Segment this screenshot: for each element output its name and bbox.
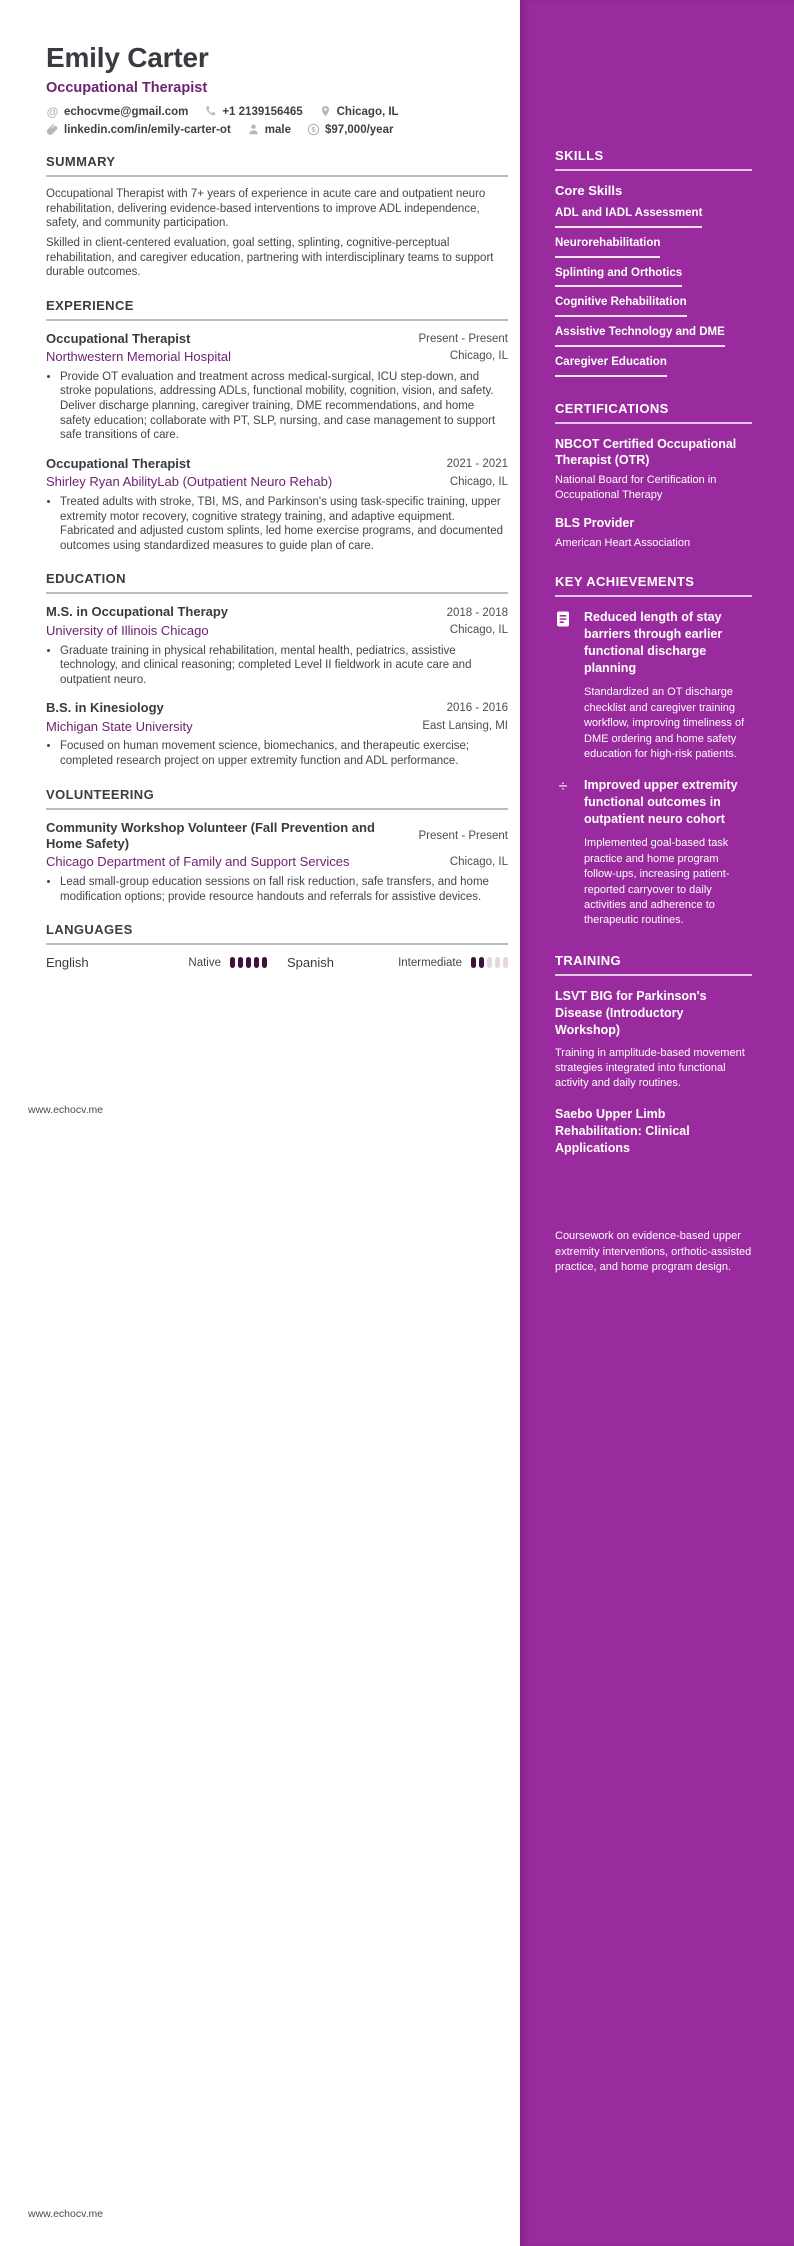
summary-paragraph: Skilled in client-centered evaluation, goal setting, splinting, cognitive-perceptual rehabilitation, and caregiver education, partnering with interdisciplinary teams to support durable outcomes. xyxy=(46,236,494,279)
section-divider xyxy=(46,319,508,321)
school-name: University of Illinois Chicago xyxy=(46,622,209,638)
experience-entry xyxy=(46,331,508,443)
certification-item xyxy=(555,436,752,502)
skills-heading: SKILLS xyxy=(555,148,604,163)
gender-item xyxy=(247,123,291,136)
dollar-icon xyxy=(307,123,320,136)
section-experience xyxy=(46,298,508,554)
language-item xyxy=(287,955,508,970)
sidebar-divider xyxy=(555,422,752,424)
skill-item: ADL and IADL Assessment xyxy=(555,207,702,228)
entry-company-row xyxy=(46,717,508,736)
footer-site-url[interactable]: www.echocv.me xyxy=(28,1104,104,1116)
entry-title-row xyxy=(46,456,508,472)
degree-title: B.S. in Kinesiology xyxy=(46,700,164,716)
entry-dates: 2016 - 2016 xyxy=(446,702,508,715)
entry-title: Community Workshop Volunteer (Fall Prevention and Home Safety) xyxy=(46,819,375,851)
entry-dates: 2018 - 2018 xyxy=(446,606,508,619)
entry-dates: Present - Present xyxy=(418,332,508,345)
entry-dates: Present - Present xyxy=(418,829,508,842)
language-level: Intermediate xyxy=(398,956,462,969)
sidebar-divider xyxy=(555,595,752,597)
svg-text:$: $ xyxy=(311,127,316,135)
language-proficiency xyxy=(188,957,267,969)
training-item xyxy=(555,1106,752,1276)
training-description: Training in amplitude-based movement strategies integrated into functional activity and daily routines. xyxy=(555,1046,745,1090)
phone-icon xyxy=(204,105,217,118)
salary-item xyxy=(307,123,393,136)
sidebar-section-achievements xyxy=(555,574,752,928)
entry-title-row xyxy=(46,604,508,620)
entry-location: Chicago, IL xyxy=(449,855,508,868)
entry-company: Shirley Ryan AbilityLab (Outpatient Neuro Rehab) xyxy=(46,474,333,490)
skill-item: Cognitive Rehabilitation xyxy=(555,296,687,317)
candidate-title: Occupational Therapist xyxy=(46,80,208,97)
experience-heading: EXPERIENCE xyxy=(46,297,134,313)
entry-bullet-list xyxy=(46,370,508,443)
language-level: Native xyxy=(188,956,221,969)
section-divider xyxy=(46,808,508,810)
certification-title: BLS Provider xyxy=(555,516,635,531)
experience-entry xyxy=(46,456,508,554)
training-title: LSVT BIG for Parkinson's Disease (Introductory Workshop) xyxy=(555,988,707,1038)
certification-item xyxy=(555,515,752,550)
language-row xyxy=(46,955,508,970)
proficiency-dots xyxy=(230,957,267,968)
sidebar-section-skills xyxy=(555,148,752,377)
proficiency-dots xyxy=(471,957,508,968)
skill-item: Assistive Technology and DME xyxy=(555,326,725,347)
achievement-title: Reduced length of stay barriers through earlier functional discharge planning xyxy=(584,610,723,676)
entry-location: Chicago, IL xyxy=(449,624,508,637)
achievement-title: Improved upper extremity functional outcomes in outpatient neuro cohort xyxy=(584,778,738,827)
achievement-body xyxy=(584,609,752,762)
entry-title: Occupational Therapist xyxy=(46,455,191,471)
sidebar xyxy=(520,0,794,2246)
training-heading: TRAINING xyxy=(555,952,622,968)
achievement-item xyxy=(555,609,752,762)
location-item xyxy=(319,105,399,118)
school-name: Michigan State University xyxy=(46,718,193,734)
languages-heading: LANGUAGES xyxy=(46,922,133,938)
sidebar-section-training xyxy=(555,953,752,1276)
entry-company-row xyxy=(46,347,508,366)
linkedin-text: linkedin.com/in/emily-carter-ot xyxy=(64,123,231,136)
entry-dates: 2021 - 2021 xyxy=(446,457,508,470)
person-icon xyxy=(247,123,260,136)
section-volunteering xyxy=(46,787,508,905)
sidebar-divider xyxy=(555,169,752,171)
entry-title-row xyxy=(46,700,508,716)
entry-bullet-list xyxy=(46,644,508,688)
section-divider xyxy=(46,175,508,177)
entry-bullet: • Treated adults with stroke, TBI, MS, and Parkinson's using task-specific training, upper extremity motor recovery, cognitive strategy training, and adaptive equipment. Fabricated and adjusted custom splints, led home exercise programs, and documented outcomes using standardized measures to guide plan of care. xyxy=(60,495,508,553)
link-icon xyxy=(46,123,59,136)
entry-bullet: • Focused on human movement science, biomechanics, and therapeutic exercise; completed research project on upper extremity function and ADL performance. xyxy=(60,739,508,768)
entry-title: Occupational Therapist xyxy=(46,330,191,346)
divide-icon: ÷ xyxy=(558,778,568,796)
entry-company-row xyxy=(46,472,508,491)
skill-item: Splinting and Orthotics xyxy=(555,267,682,288)
achievement-body xyxy=(584,777,752,928)
salary-text: $97,000/year xyxy=(325,123,394,136)
certification-title: NBCOT Certified Occupational Therapist (OTR) xyxy=(555,436,737,468)
achievements-heading: KEY ACHIEVEMENTS xyxy=(555,574,695,590)
achievement-description: Standardized an OT discharge checklist and caregiver training workflow, improving timeliness of DME ordering and home safety education for high-risk patients. xyxy=(584,686,745,761)
entry-company-row xyxy=(46,621,508,640)
email-link[interactable] xyxy=(46,105,188,118)
training-description: Coursework on evidence-based upper extremity interventions, orthotic-assisted practice, and home program design. xyxy=(555,1230,752,1274)
summary-paragraph: Occupational Therapist with 7+ years of experience in acute care and outpatient neuro rehabilitation, delivering evidence-based interventions to improve ADL independence, safety, and community participation. xyxy=(46,188,486,230)
entry-bullet: • Provide OT evaluation and treatment across medical-surgical, ICU step-down, and stroke populations, addressing ADLs, functional mobility, cognition, vision, and safety. Deliver discharge planning, caregiver training, DME recommendations, and home safety education; collaborate with PT, SLP, nursing, and case management to support safe transitions of care. xyxy=(60,370,508,443)
document-icon xyxy=(555,609,571,762)
section-languages xyxy=(46,922,508,970)
sidebar-section-certifications xyxy=(555,401,752,551)
training-title: Saebo Upper Limb Rehabilitation: Clinical Applications xyxy=(555,1106,690,1156)
entry-bullet-list xyxy=(46,875,508,904)
entry-bullet: • Lead small-group education sessions on fall risk reduction, safe transfers, and home modification options; provide resource handouts and referrals for assistive devices. xyxy=(60,875,508,904)
language-name: Spanish xyxy=(287,955,334,971)
language-proficiency xyxy=(398,957,508,969)
achievement-item xyxy=(555,777,752,928)
sidebar-divider xyxy=(555,974,752,976)
entry-title-row xyxy=(46,331,508,347)
footer-site-url[interactable]: www.echocv.me xyxy=(28,2208,104,2220)
location-text: Chicago, IL xyxy=(336,105,399,118)
language-name: English xyxy=(46,955,89,971)
main-column xyxy=(0,0,520,970)
at-icon: @ xyxy=(46,104,59,119)
language-item xyxy=(46,955,267,970)
achievement-description: Implemented goal-based task practice and home program follow-ups, increasing patient-reported carryover to daily activities and adherence to therapeutic routines. xyxy=(584,837,730,927)
summary-heading: SUMMARY xyxy=(46,154,116,170)
skill-item: Caregiver Education xyxy=(555,356,667,377)
volunteering-heading: VOLUNTEERING xyxy=(46,786,155,802)
degree-title: M.S. in Occupational Therapy xyxy=(46,604,229,620)
location-icon xyxy=(319,105,332,118)
training-item xyxy=(555,988,752,1092)
entry-location: East Lansing, MI xyxy=(422,719,508,732)
section-summary xyxy=(46,154,508,280)
section-divider xyxy=(46,592,508,594)
section-divider xyxy=(46,943,508,945)
skill-item: Neurorehabilitation xyxy=(555,237,660,258)
certification-org: National Board for Certification in Occupational Therapy xyxy=(555,473,717,501)
entry-bullet-list xyxy=(46,495,508,553)
entry-location: Chicago, IL xyxy=(449,350,508,363)
entry-bullet-list xyxy=(46,739,508,768)
entry-location: Chicago, IL xyxy=(449,475,508,488)
email-text: echocvme@gmail.com xyxy=(64,105,189,118)
entry-company-row xyxy=(46,852,508,871)
volunteering-entry xyxy=(46,820,508,905)
entry-company: Northwestern Memorial Hospital xyxy=(46,349,231,364)
skill-group-label: Core Skills xyxy=(555,183,623,198)
certifications-heading: CERTIFICATIONS xyxy=(555,400,669,416)
phone-text: +1 2139156465 xyxy=(222,105,303,118)
gender-text: male xyxy=(264,123,292,136)
linkedin-link[interactable] xyxy=(46,123,231,136)
candidate-name: Emily Carter xyxy=(46,42,209,73)
contact-row xyxy=(46,105,508,136)
certification-org: American Heart Association xyxy=(555,536,691,549)
phone-link[interactable] xyxy=(204,105,302,118)
education-entry xyxy=(46,604,508,687)
education-heading: EDUCATION xyxy=(46,571,126,587)
section-education xyxy=(46,571,508,768)
entry-title-row xyxy=(46,820,508,853)
education-entry xyxy=(46,700,508,768)
entry-bullet: • Graduate training in physical rehabilitation, mental health, pediatrics, assistive technology, and clinical reasoning; completed Level II fieldwork in acute care and outpatient neuro. xyxy=(60,644,508,688)
organization-name: Chicago Department of Family and Support Services xyxy=(46,854,350,870)
